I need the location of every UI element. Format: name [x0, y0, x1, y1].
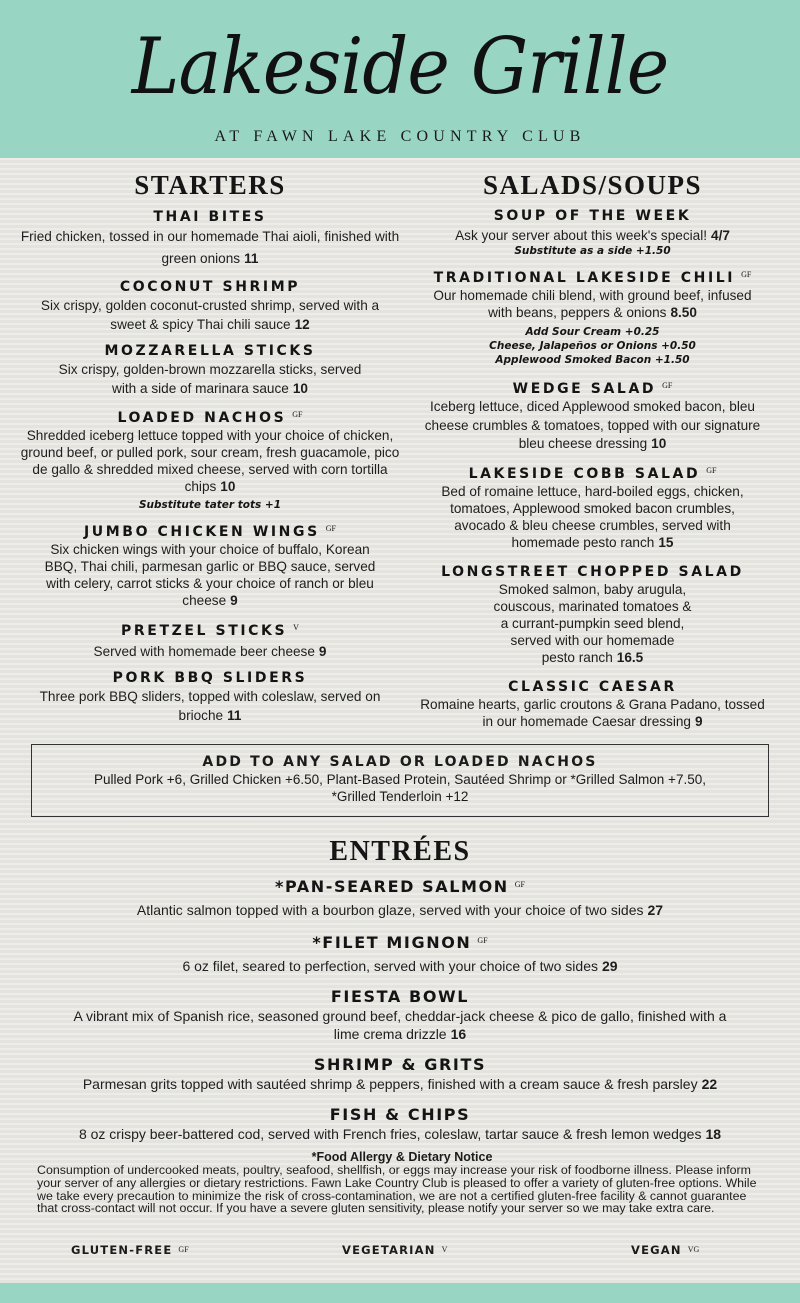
item-name: THAI BITES [153, 209, 267, 225]
allergy-notice-body: Consumption of undercooked meats, poultry, seafood, shellfish, or eggs may increase your risk of foodborne illness. Please inform your server of any allergies or dietary restrictions. Fawn Lake Country Club is pleased to offer a variety of gluten-free options. While we take every precaution to minimize the risk of cross-contamination, we are not a certified gluten-free facility & cannot guarantee that cross-contact will not occur. If you have a severe gluten sensitivity, please notify your server so we may take extra care. [37, 1163, 757, 1216]
item-name: LAKESIDE COBB SALAD $^{GF}$ [468, 465, 717, 482]
item-name: TRADITIONAL LAKESIDE CHILI $^{GF}$ [433, 270, 752, 286]
item-description: 6 oz filet, seared to perfection, served with your choice of two sides 29 [182, 958, 618, 974]
vegan-tag: VG [687, 1245, 700, 1254]
menu-item-mozzarella-sticks [20, 342, 400, 398]
item-name: SHRIMP & GRITS [313, 1055, 487, 1074]
vegetarian-tag: V [441, 1245, 448, 1254]
item-name: CLASSIC CAESAR [508, 678, 677, 695]
menu-item-loaded-nachos [20, 406, 400, 512]
starters-section [20, 168, 400, 725]
gluten-free-tag: GF [292, 410, 303, 419]
item-note: Substitute as a side +1.50 [514, 245, 671, 257]
item-name: PRETZEL STICKS $^V$ [121, 623, 299, 639]
allergy-notice [37, 1150, 767, 1215]
item-note: Cheese, Jalapeños or Onions +0.50 [489, 340, 696, 352]
item-price: 9 [230, 593, 238, 608]
menu-item-jumbo-chicken-wings [20, 520, 400, 609]
item-price: 9 [318, 644, 327, 659]
restaurant-logo: Lakeside Grille [131, 22, 669, 112]
gluten-free-tag: GF [662, 381, 673, 390]
item-description: Atlantic salmon topped with a bourbon glaze, served with your choice of two sides 27 [136, 902, 664, 918]
addons-line-2: *Grilled Tenderloin +12 [331, 789, 469, 804]
item-description: Three pork BBQ sliders, topped with coleslaw, served on brioche 11 [39, 689, 381, 723]
item-price: 10 [292, 381, 308, 396]
menu-item-coconut-shrimp [20, 278, 400, 334]
header-band [0, 0, 800, 158]
item-price: 8.50 [670, 305, 697, 320]
item-description: Fried chicken, tossed in our homemade Thai aioli, finished with green onions 11 [20, 229, 400, 266]
menu-item-wedge-salad [405, 377, 780, 454]
item-description: Six crispy, golden-brown mozzarella sticks, served with a side of marinara sauce 10 [58, 362, 362, 396]
item-note: Applewood Smoked Bacon +1.50 [495, 354, 690, 366]
item-description: Smoked salmon, baby arugula, couscous, marinated tomatoes & a currant-pumpkin seed blend, served with our homemade pesto ranch 16.5 [493, 581, 692, 665]
item-price: 10 [651, 436, 667, 451]
item-description: 8 oz crispy beer-battered cod, served with French fries, coleslaw, tartar sauce & fresh lemon wedges 18 [78, 1126, 722, 1142]
item-description: Romaine hearts, garlic croutons & Grana Padano, tossed in our homemade Caesar dressing 9 [420, 696, 765, 729]
item-description: Six crispy, golden coconut-crusted shrimp, served with a sweet & spicy Thai chili sauce 12 [40, 298, 380, 332]
item-price: 9 [694, 713, 703, 729]
item-name: WEDGE SALAD $^{GF}$ [512, 381, 673, 397]
item-description: Parmesan grits topped with sautéed shrimp & peppers, finished with a cream sauce & fresh parsley 22 [82, 1076, 718, 1092]
item-name: LOADED NACHOS $^{GF}$ [117, 410, 303, 426]
menu-item-classic-caesar [405, 678, 780, 730]
menu-item-pan-seared-salmon [20, 875, 780, 919]
item-name: PORK BBQ SLIDERS [112, 670, 308, 686]
menu-item-shrimp-and-grits [20, 1055, 780, 1093]
item-name: FISH & CHIPS [329, 1105, 471, 1124]
menu-item-pretzel-sticks [20, 619, 400, 660]
vegetarian-tag: V [293, 623, 299, 632]
item-description: Ask your server about this week's special! 4/7 [455, 228, 730, 243]
item-note: Add Sour Cream +0.25 [525, 326, 660, 338]
footer-band [0, 1283, 800, 1303]
legend-vegan: VEGAN VG [631, 1243, 700, 1257]
entrees-section [20, 834, 780, 1143]
salads-soups-section [405, 168, 780, 730]
item-name: COCONUT SHRIMP [119, 279, 301, 295]
item-description: Six chicken wings with your choice of buffalo, Korean BBQ, Thai chili, parmesan garlic or BBQ sauce, served with celery, carrot sticks & your choice of ranch or bleu cheese 9 [44, 542, 376, 608]
item-price: 16.5 [616, 649, 644, 665]
item-price: 15 [658, 534, 674, 550]
menu-item-fish-and-chips [20, 1105, 780, 1143]
menu-item-longstreet-chopped-salad [405, 563, 780, 666]
item-price: 11 [244, 251, 259, 266]
item-name: *PAN-SEARED SALMON $^{GF}$ [274, 877, 526, 896]
item-price: 16 [450, 1026, 467, 1042]
gluten-free-tag: GF [325, 524, 336, 533]
gluten-free-tag: GF [741, 270, 752, 279]
section-title-starters: STARTERS [134, 170, 286, 200]
gluten-free-tag: GF [477, 936, 488, 945]
item-name: MOZZARELLA STICKS [104, 343, 316, 359]
menu-item-lakeside-cobb-salad [405, 462, 780, 551]
section-title-salads-soups: SALADS/SOUPS [482, 170, 703, 200]
item-description: Shredded iceberg lettuce topped with your choice of chicken, ground beef, or pulled pork, sour cream, fresh guacamole, pico de gallo & shredded mixed cheese, served with corn tortilla chips 10 [20, 428, 400, 494]
legend-vegetarian: VEGETARIAN V [342, 1243, 448, 1257]
menu-item-pork-bbq-sliders [20, 669, 400, 725]
allergy-notice-title: *Food Allergy & Dietary Notice [311, 1150, 493, 1164]
addons-title: ADD TO ANY SALAD OR LOADED NACHOS [202, 754, 598, 770]
item-name: JUMBO CHICKEN WINGS $^{GF}$ [83, 524, 336, 540]
item-name: SOUP OF THE WEEK [493, 208, 692, 224]
item-description: A vibrant mix of Spanish rice, seasoned ground beef, cheddar-jack cheese & pico de gallo, finished with a lime crema drizzle 16 [73, 1008, 727, 1042]
item-price: 10 [220, 479, 236, 494]
gluten-free-tag: GF [706, 465, 717, 475]
menu-item-traditional-lakeside-chili [405, 266, 780, 367]
item-price: 27 [647, 902, 664, 918]
menu-item-soup-of-the-week [405, 207, 780, 258]
item-name: *FILET MIGNON $^{GF}$ [312, 933, 488, 952]
item-price: 4/7 [711, 228, 730, 243]
menu-item-thai-bites [20, 208, 400, 270]
dietary-legend [0, 1243, 800, 1261]
addons-box [31, 744, 769, 817]
restaurant-tagline: AT FAWN LAKE COUNTRY CLUB [214, 128, 586, 145]
item-price: 18 [705, 1126, 722, 1142]
item-description: Our homemade chili blend, with ground beef, infused with beans, peppers & onions 8.50 [433, 288, 752, 320]
item-price: 22 [701, 1076, 718, 1092]
addons-line-1: Pulled Pork +6, Grilled Chicken +6.50, Plant-Based Protein, Sautéed Shrimp or *Grilled Salmon +7.50, [94, 772, 706, 787]
item-description: Bed of romaine lettuce, hard-boiled eggs, chicken, tomatoes, Applewood smoked bacon crumbles, avocado & bleu cheese crumbles, served with homemade pesto ranch 15 [441, 483, 744, 550]
menu-item-fiesta-bowl [20, 987, 780, 1043]
item-note: Substitute tater tots +1 [138, 499, 282, 511]
item-price: 11 [227, 708, 242, 723]
gluten-free-tag: GF [514, 880, 526, 889]
gluten-free-tag: GF [178, 1245, 189, 1254]
menu-item-filet-mignon [20, 931, 780, 975]
item-name: LONGSTREET CHOPPED SALAD [441, 563, 744, 580]
section-title-entrees: ENTRÉES [329, 836, 471, 867]
legend-gluten-free: GLUTEN-FREE GF [71, 1243, 189, 1257]
item-description: Served with homemade beer cheese 9 [93, 644, 327, 659]
item-name: FIESTA BOWL [330, 987, 470, 1006]
item-description: Iceberg lettuce, diced Applewood smoked bacon, bleu cheese crumbles & tomatoes, topped with our signature bleu cheese dressing 10 [424, 399, 761, 451]
item-price: 29 [601, 958, 618, 974]
item-price: 12 [294, 317, 310, 332]
